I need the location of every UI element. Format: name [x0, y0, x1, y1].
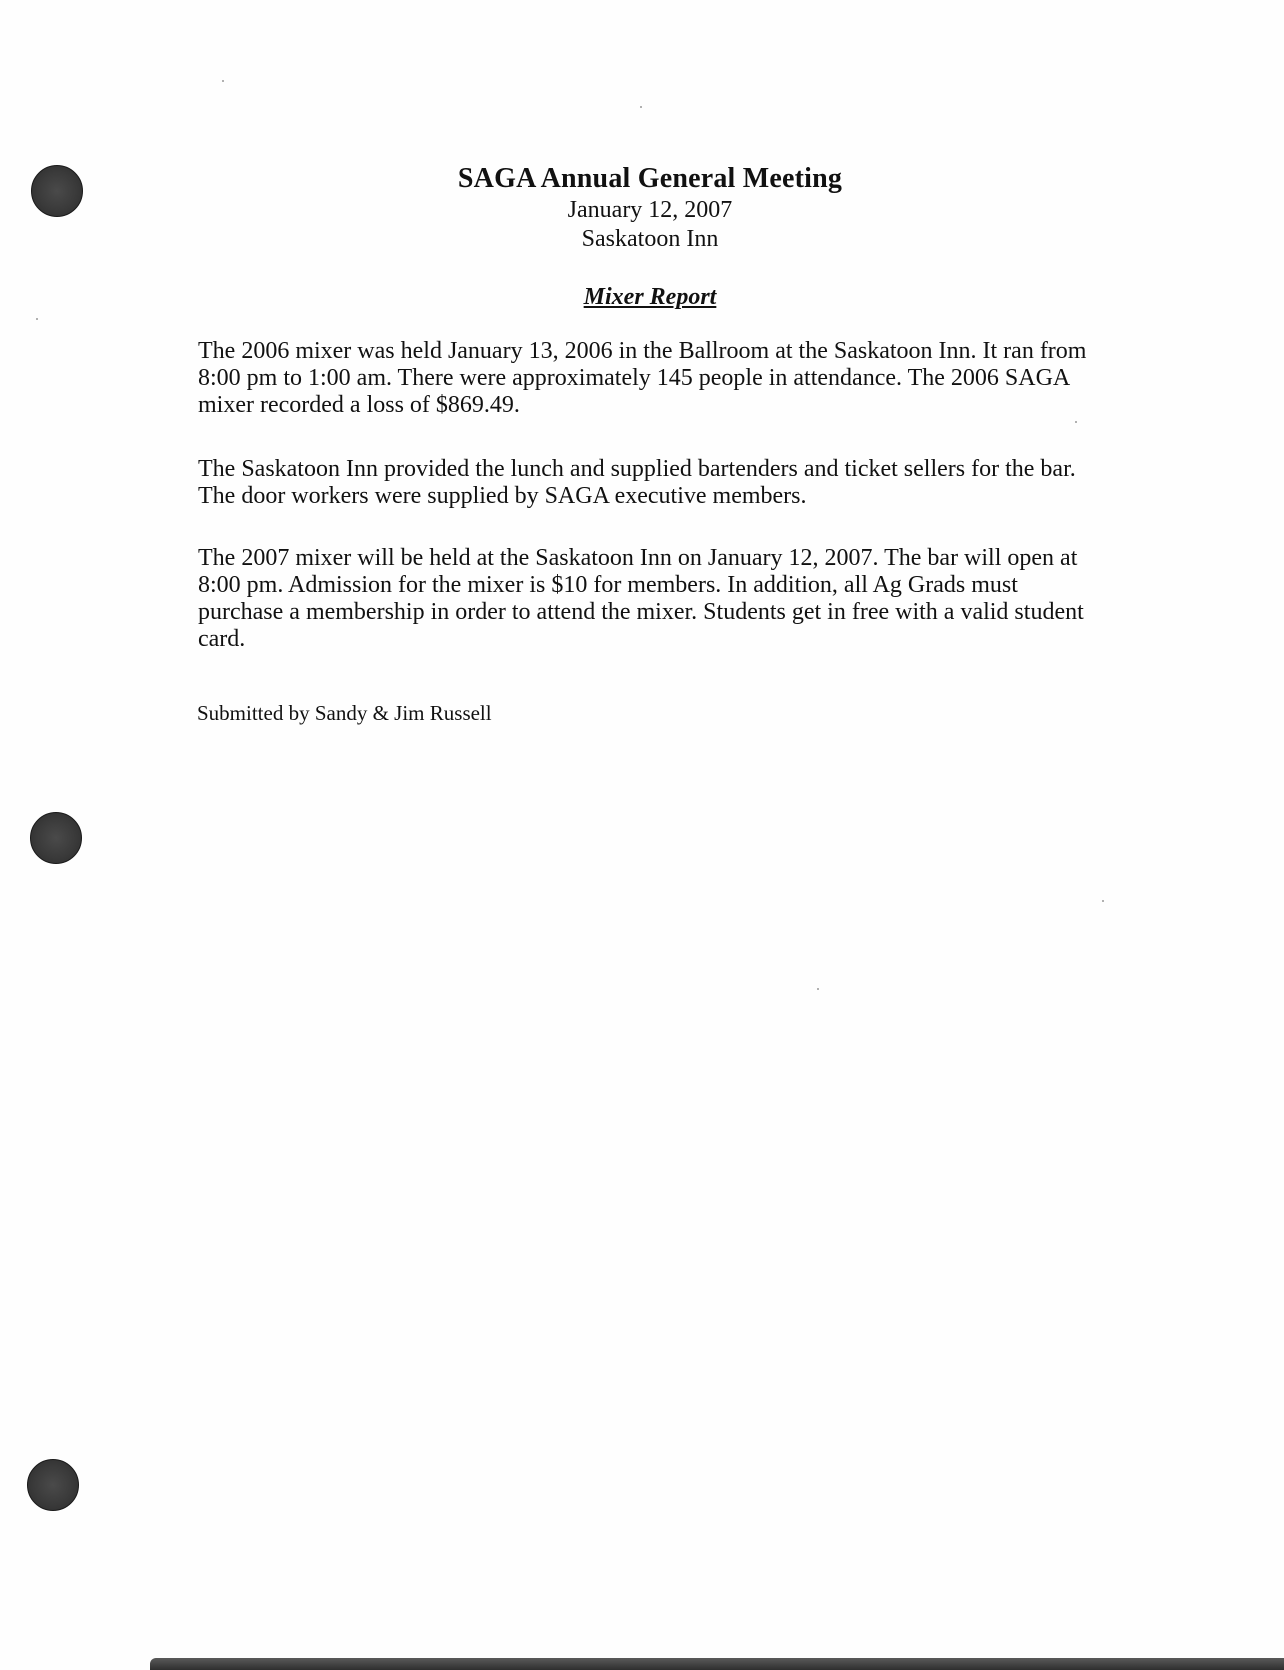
paragraph-2007-mixer: The 2007 mixer will be held at the Saskatoon Inn on January 12, 2007. The bar will open at 8:00 pm. Admission for the mixer is $10 for members. In addition, all Ag Grads must purchase a membership in order to attend the mixer. Students get in free with a valid student card.: [198, 545, 1084, 652]
paragraph-catering: The Saskatoon Inn provided the lunch and supplied bartenders and ticket sellers for the bar. The door workers were supplied by SAGA executive members.: [198, 456, 1076, 509]
meeting-venue: Saskatoon Inn: [581, 226, 719, 252]
scan-speck: [1102, 900, 1104, 902]
scan-bottom-edge: [150, 1658, 1284, 1670]
punch-hole-bottom: [27, 1459, 79, 1511]
scan-speck: [222, 80, 224, 82]
punch-hole-middle: [30, 812, 82, 864]
report-title: Mixer Report: [583, 284, 717, 310]
scan-speck: [640, 106, 642, 108]
scan-speck: [817, 988, 819, 990]
scan-speck: [36, 318, 38, 320]
meeting-date: January 12, 2007: [567, 197, 733, 223]
document-title: SAGA Annual General Meeting: [457, 163, 843, 194]
signature-line: Submitted by Sandy & Jim Russell: [197, 701, 492, 725]
paragraph-2006-mixer: The 2006 mixer was held January 13, 2006 in the Ballroom at the Saskatoon Inn. It ran from 8:00 pm to 1:00 am. There were approximately 145 people in attendance. The 2006 SAGA mixer recorded a loss of $869.49.: [198, 338, 1087, 418]
scan-speck: [1075, 421, 1077, 423]
